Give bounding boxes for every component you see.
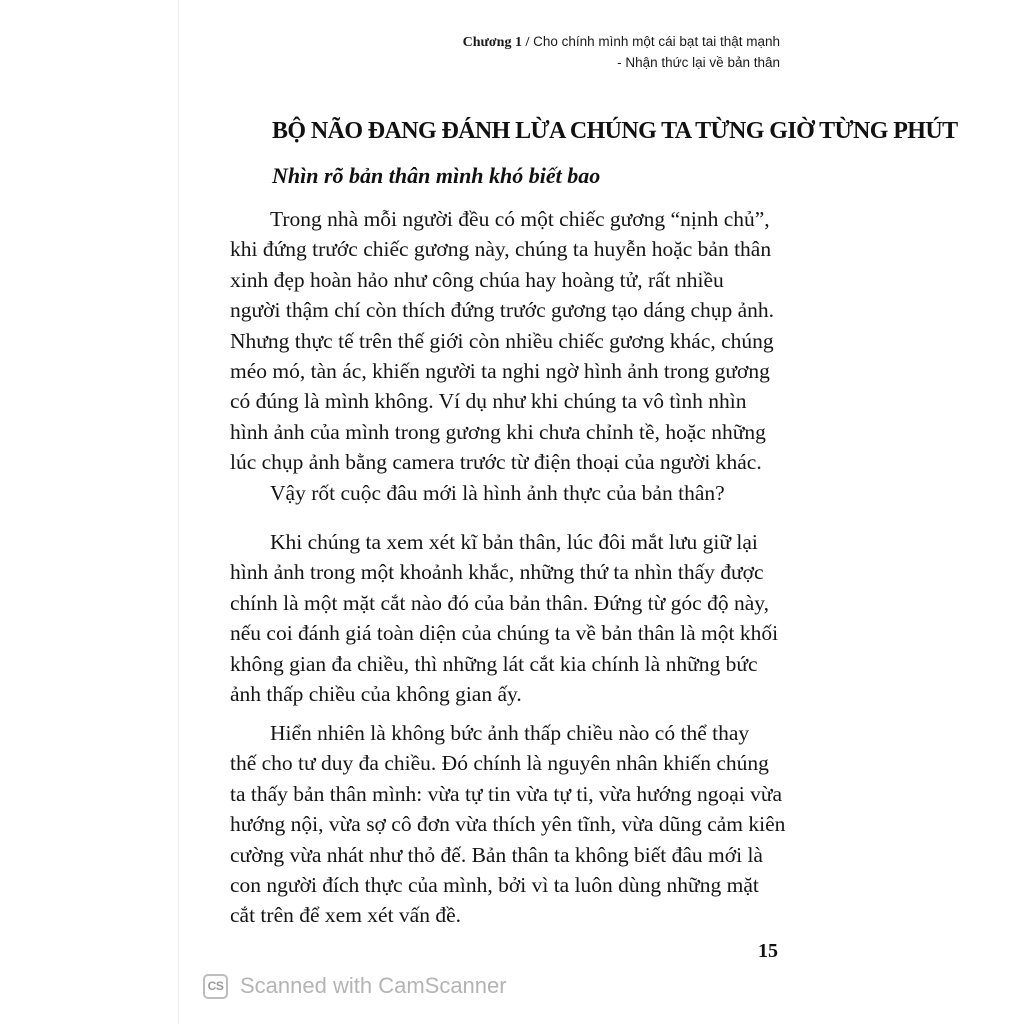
text-line: méo mó, tàn ác, khiến người ta nghi ngờ hình ảnh trong gương bbox=[230, 359, 770, 384]
page-number: 15 bbox=[758, 940, 778, 962]
camscanner-watermark bbox=[203, 971, 507, 1001]
section-title: BỘ NÃO ĐANG ĐÁNH LỪA CHÚNG TA TỪNG GIỜ TỪNG PHÚT bbox=[272, 118, 958, 144]
text-line: chính là một mặt cắt nào đó của bản thân. Đứng từ góc độ này, bbox=[230, 590, 769, 615]
text-line: không gian đa chiều, thì những lát cắt kia chính là những bức bbox=[230, 651, 758, 676]
paragraph-1 bbox=[230, 204, 790, 478]
running-head-line-1 bbox=[463, 32, 780, 53]
running-head-line-2: - Nhận thức lại về bản thân bbox=[617, 55, 780, 70]
chapter-label: Chương 1 / bbox=[462, 35, 530, 50]
text-line: hình ảnh trong một khoảnh khắc, những thứ ta nhìn thấy được bbox=[230, 560, 764, 585]
text-line: ảnh thấp chiều của không gian ấy. bbox=[230, 682, 522, 707]
paragraph-2 bbox=[230, 478, 790, 508]
text-line: cường vừa nhát như thỏ đế. Bản thân ta không biết đâu mới là bbox=[230, 842, 763, 867]
text-line: hình ảnh của mình trong gương khi chưa chỉnh tề, hoặc những bbox=[230, 419, 766, 444]
text-line: Hiển nhiên là không bức ảnh thấp chiều nào có thể thay bbox=[270, 721, 750, 745]
text-line: người thậm chí còn thích đứng trước gương tạo dáng chụp ảnh. bbox=[230, 298, 775, 323]
section-subtitle: Nhìn rõ bản thân mình khó biết bao bbox=[272, 163, 601, 188]
text-line: có đúng là mình không. Ví dụ như khi chúng ta vô tình nhìn bbox=[230, 389, 747, 414]
text-line: nếu coi đánh giá toàn diện của chúng ta về bản thân là một khối bbox=[230, 621, 779, 646]
text-line: Trong nhà mỗi người đều có một chiếc gương “nịnh chủ”, bbox=[270, 207, 770, 231]
scan-edge-line bbox=[178, 0, 179, 1024]
text-line: khi đứng trước chiếc gương này, chúng ta huyễn hoặc bản thân bbox=[230, 237, 772, 262]
text-line: con người đích thực của mình, bởi vì ta luôn dùng những mặt bbox=[230, 873, 759, 898]
text-line: Vậy rốt cuộc đâu mới là hình ảnh thực của bản thân? bbox=[270, 481, 725, 505]
text-line: Khi chúng ta xem xét kĩ bản thân, lúc đôi mắt lưu giữ lại bbox=[270, 530, 758, 554]
text-line: cắt trên để xem xét vấn đề. bbox=[230, 903, 462, 928]
text-line: thế cho tư duy đa chiều. Đó chính là nguyên nhân khiến chúng bbox=[230, 751, 769, 776]
watermark-text: Scanned with CamScanner bbox=[240, 973, 507, 998]
text-line: Nhưng thực tế trên thế giới còn nhiều chiếc gương khác, chúng bbox=[230, 328, 774, 353]
paragraph-3 bbox=[230, 527, 790, 709]
paragraph-4 bbox=[230, 718, 790, 931]
text-line: hướng nội, vừa sợ cô đơn vừa thích yên tĩnh, vừa dũng cảm kiên bbox=[230, 812, 786, 837]
text-line: xinh đẹp hoàn hảo như công chúa hay hoàng tử, rất nhiều bbox=[230, 267, 724, 292]
text-line: lúc chụp ảnh bằng camera trước từ điện thoại của người khác. bbox=[230, 450, 762, 475]
chapter-title: Cho chính mình một cái bạt tai thật mạnh bbox=[533, 34, 780, 49]
running-head bbox=[463, 32, 780, 73]
text-line: ta thấy bản thân mình: vừa tự tin vừa tự ti, vừa hướng ngoại vừa bbox=[230, 781, 783, 806]
camscanner-logo-icon: CS bbox=[203, 974, 228, 999]
